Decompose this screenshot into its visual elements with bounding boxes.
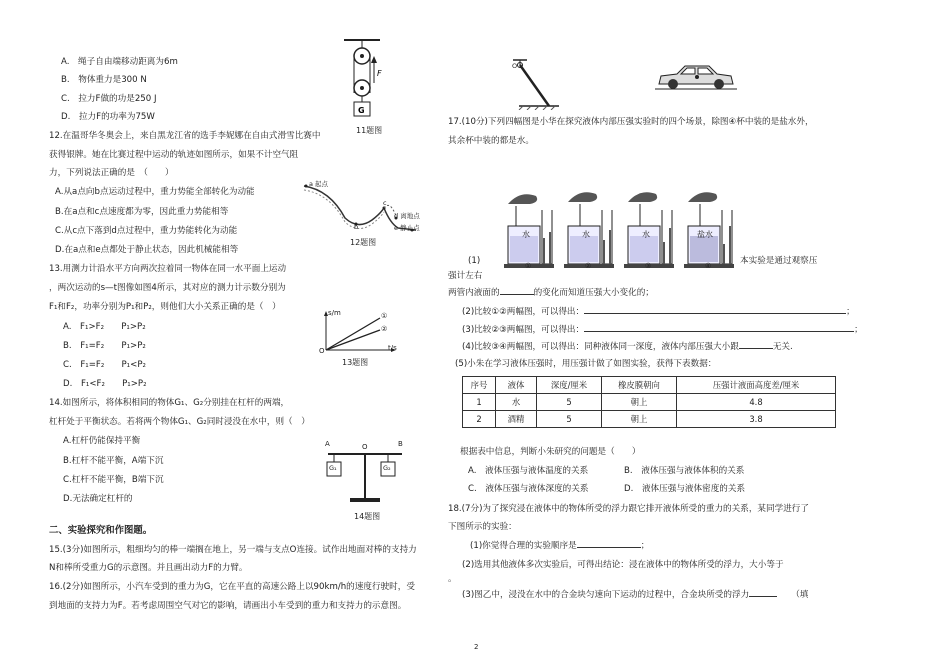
q17-4-text: (4)比较③④两幅图，可以得出：同种液体同一深度，液体内部压强大小跟 bbox=[462, 342, 739, 352]
data-table bbox=[462, 376, 836, 428]
table-header-row bbox=[463, 377, 836, 394]
q17-1-line3-b: 的变化而知道压强大小变化的； bbox=[533, 288, 654, 298]
table-header: 液体 bbox=[496, 377, 537, 394]
table-cell: 朝上 bbox=[602, 411, 677, 428]
q13-stem-line1: 13.用测力计沿水平方向两次拉着同一物体在同一水平面上运动 bbox=[49, 264, 287, 274]
q14-option-c: C.杠杆不能平衡，B端下沉 bbox=[63, 475, 164, 485]
q13-axis-x: t/s bbox=[388, 344, 397, 352]
q14-stem-line2: 杠杆处于平衡状态。若将两个物体G₁、G₂同时浸没在水中，则（ ） bbox=[49, 417, 310, 427]
q12-caption: 12题图 bbox=[350, 238, 377, 247]
answer-blank[interactable] bbox=[749, 596, 777, 597]
svg-text:G: G bbox=[358, 106, 365, 115]
q18-2-end: 。 bbox=[448, 574, 457, 584]
q17-3-text: (3)比较②③两幅图，可以得出： bbox=[462, 325, 585, 335]
q12-stem-line2: 获得银牌。她在比赛过程中运动的轨迹如图所示，如果不计空气阻 bbox=[49, 150, 299, 160]
q17-option-b: B. 液体压强与液体体积的关系 bbox=[624, 466, 745, 476]
q14-label-b: B bbox=[398, 440, 403, 448]
q17-1-suffix: 本实验是通过观察压 bbox=[740, 256, 818, 266]
q17-option-c: C. 液体压强与液体深度的关系 bbox=[468, 484, 589, 494]
q11-option-a: A. 绳子自由端移动距离为6m bbox=[61, 57, 178, 67]
q14-label-g1: G₁ bbox=[329, 464, 337, 472]
table-header: 压强计液面高度差/厘米 bbox=[677, 377, 836, 394]
q14-option-b: B.杠杆不能平衡，A端下沉 bbox=[63, 456, 164, 466]
q13-line2-label: ② bbox=[381, 325, 388, 333]
q13-line1-label: ① bbox=[381, 312, 388, 320]
q11-option-d: D. 拉力F的功率为75W bbox=[61, 112, 155, 122]
q13-option-c: C. F₁=F₂ P₁<P₂ bbox=[63, 360, 146, 370]
table-header: 序号 bbox=[463, 377, 496, 394]
q17-judge: 根据表中信息，判断小朱研究的问题是（ ） bbox=[460, 447, 641, 457]
q17-1-line2: 强计左右 bbox=[448, 271, 483, 281]
q14-stem-line1: 14.如图所示，将体积相同的物体G₁、G₂分别挂在杠杆的两端， bbox=[49, 398, 290, 408]
q18-stem-line2: 下图所示的实验： bbox=[448, 522, 517, 532]
beaker-label-3: 水 bbox=[642, 230, 650, 239]
q14-caption: 14题图 bbox=[354, 512, 381, 521]
q12-label-b: b bbox=[354, 223, 359, 231]
table-cell: 水 bbox=[496, 394, 537, 411]
table-cell: 朝上 bbox=[602, 394, 677, 411]
table-cell: 2 bbox=[463, 411, 496, 428]
fig-number-1: ① bbox=[525, 262, 532, 270]
q17-3: (3)比较②③两幅图，可以得出： ； bbox=[462, 325, 863, 335]
answer-blank[interactable] bbox=[739, 348, 773, 349]
q13-option-a: A. F₁>F₂ P₁>P₂ bbox=[63, 322, 146, 332]
q12-option-d: D.在a点和e点都处于静止状态，因此机械能相等 bbox=[55, 245, 239, 255]
q17-option-a: A. 液体压强与液体温度的关系 bbox=[468, 466, 589, 476]
q16-car-figure bbox=[655, 62, 737, 94]
q17-1-line3 bbox=[448, 288, 654, 298]
q14-label-g2: G₂ bbox=[383, 464, 391, 472]
q16-line2: 到地面的支持力为F。若考虑周围空气对它的影响，请画出小车受到的重力和支持力的示意图。 bbox=[49, 601, 407, 611]
q12-label-a: a 起点 bbox=[309, 180, 329, 188]
table-row bbox=[463, 411, 836, 428]
page-number: 2 bbox=[474, 643, 479, 651]
q15-label-o: O bbox=[512, 62, 518, 70]
q13-axis-y: s/m bbox=[328, 309, 341, 317]
q16-line1: 16.(2分)如图所示，小汽车受到的重力为G，它在平直的高速公路上以90km/h的速度行驶时，受 bbox=[49, 582, 415, 592]
table-cell: 酒精 bbox=[496, 411, 537, 428]
q18-1-text: (1)你觉得合理的实验顺序是 bbox=[470, 541, 577, 551]
q12-label-e: e 静止点 bbox=[394, 224, 420, 232]
q15-line1: 15.(3分)如图所示，粗细均匀的棒一端搁在地上，另一端与支点O连接。试作出地面对棒的支持力 bbox=[49, 545, 417, 555]
q12-label-c: c bbox=[383, 199, 387, 207]
fig-number-3: ③ bbox=[645, 262, 652, 270]
table-header: 深度/厘米 bbox=[537, 377, 602, 394]
q14-option-a: A.杠杆仍能保持平衡 bbox=[63, 436, 141, 446]
q13-stem-line2: ，两次运动的s—t图像如图4所示，其对应的测力计示数分别为 bbox=[49, 283, 286, 293]
q14-option-d: D.无法确定杠杆的 bbox=[63, 494, 133, 504]
q17-2: (2)比较①②两幅图，可以得出： ； bbox=[462, 307, 855, 317]
table-cell: 3.8 bbox=[677, 411, 836, 428]
beaker-label-2: 水 bbox=[582, 230, 590, 239]
table-cell: 1 bbox=[463, 394, 496, 411]
q14-label-o: O bbox=[362, 443, 368, 451]
q11-option-c: C. 拉力F做的功是250 J bbox=[61, 94, 157, 104]
q18-3 bbox=[462, 590, 808, 600]
q13-option-b: B. F₁=F₂ P₁>P₂ bbox=[63, 341, 146, 351]
q18-stem-line1: 18.(7分)为了探究浸在液体中的物体所受的浮力跟它排开液体所受的重力的关系，某同学进行了 bbox=[448, 504, 809, 514]
q12-stem-line3: 力，下列说法正确的是 （ ） bbox=[49, 168, 174, 178]
fig-number-2: ② bbox=[585, 262, 592, 270]
q17-stem-line1: 17.(10分)下列四幅图是小华在探究液体内部压强实验时的四个场景，除图④杯中装的是盐水外， bbox=[448, 117, 814, 127]
answer-blank[interactable] bbox=[584, 313, 846, 314]
beaker-label-4: 盐水 bbox=[697, 230, 713, 239]
q11-caption: 11题图 bbox=[356, 126, 383, 135]
q15-line2: N和棒所受重力G的示意图。并且画出动力F的力臂。 bbox=[49, 563, 248, 573]
q17-5: (5)小朱在学习液体压强时，用压强计做了如图实验，获得下表数据： bbox=[455, 359, 717, 369]
beaker-label-1: 水 bbox=[522, 230, 530, 239]
answer-blank[interactable] bbox=[500, 294, 534, 295]
q14-label-a: A bbox=[325, 440, 330, 448]
table-row bbox=[463, 394, 836, 411]
q11-pulley-figure bbox=[340, 38, 388, 118]
table-cell: 4.8 bbox=[677, 394, 836, 411]
q17-4 bbox=[462, 342, 793, 352]
q12-option-a: A.从a点向b点运动过程中，重力势能全部转化为动能 bbox=[55, 187, 255, 197]
q17-4-suffix: 无关. bbox=[772, 342, 793, 352]
q12-option-c: C.从c点下落到d点过程中，重力势能转化为动能 bbox=[55, 226, 238, 236]
q17-1-prefix: (1) bbox=[468, 256, 481, 266]
q13-option-d: D. F₁<F₂ P₁>P₂ bbox=[63, 379, 147, 389]
q17-option-d: D. 液体压强与液体密度的关系 bbox=[624, 484, 746, 494]
fig-number-4: ④ bbox=[705, 262, 712, 270]
q17-1-line3-a: 两管内液面的 bbox=[448, 288, 500, 298]
q18-2: (2)选用其他液体多次实验后，可得出结论：浸在液体中的物体所受的浮力，大小等于 bbox=[462, 560, 784, 570]
q11-option-b: B. 物体重力是300 N bbox=[61, 75, 147, 85]
q13-stem-line3: F₁和F₂，功率分别为P₁和P₂，则他们大小关系正确的是（ ） bbox=[49, 302, 281, 312]
section-heading: 二、实验探究和作图题。 bbox=[49, 525, 153, 536]
q13-origin: O bbox=[319, 347, 325, 355]
q18-3-suffix: （填 bbox=[791, 590, 809, 600]
answer-blank[interactable] bbox=[584, 331, 854, 332]
q18-1: (1)你觉得合理的实验顺序是 ； bbox=[470, 541, 650, 551]
answer-blank[interactable] bbox=[577, 547, 641, 548]
svg-text:F: F bbox=[377, 69, 382, 78]
q17-2-text: (2)比较①②两幅图，可以得出： bbox=[462, 307, 585, 317]
q12-label-d: d 离地点 bbox=[394, 212, 420, 220]
q13-caption: 13题图 bbox=[342, 358, 369, 367]
q17-stem-line2: 其余杯中装的都是水。 bbox=[448, 136, 534, 146]
q18-3-text: (3)图乙中，浸没在水中的合金块匀速向下运动的过程中，合金块所受的浮力 bbox=[462, 590, 750, 600]
q12-stem-line1: 12.在温哥华冬奥会上，来自黑龙江省的选手李妮娜在自由式滑雪比赛中 bbox=[49, 131, 321, 141]
q12-option-b: B.在a点和c点速度都为零，因此重力势能相等 bbox=[55, 207, 229, 217]
table-cell: 5 bbox=[537, 411, 602, 428]
table-header: 橡皮膜朝向 bbox=[602, 377, 677, 394]
table-cell: 5 bbox=[537, 394, 602, 411]
